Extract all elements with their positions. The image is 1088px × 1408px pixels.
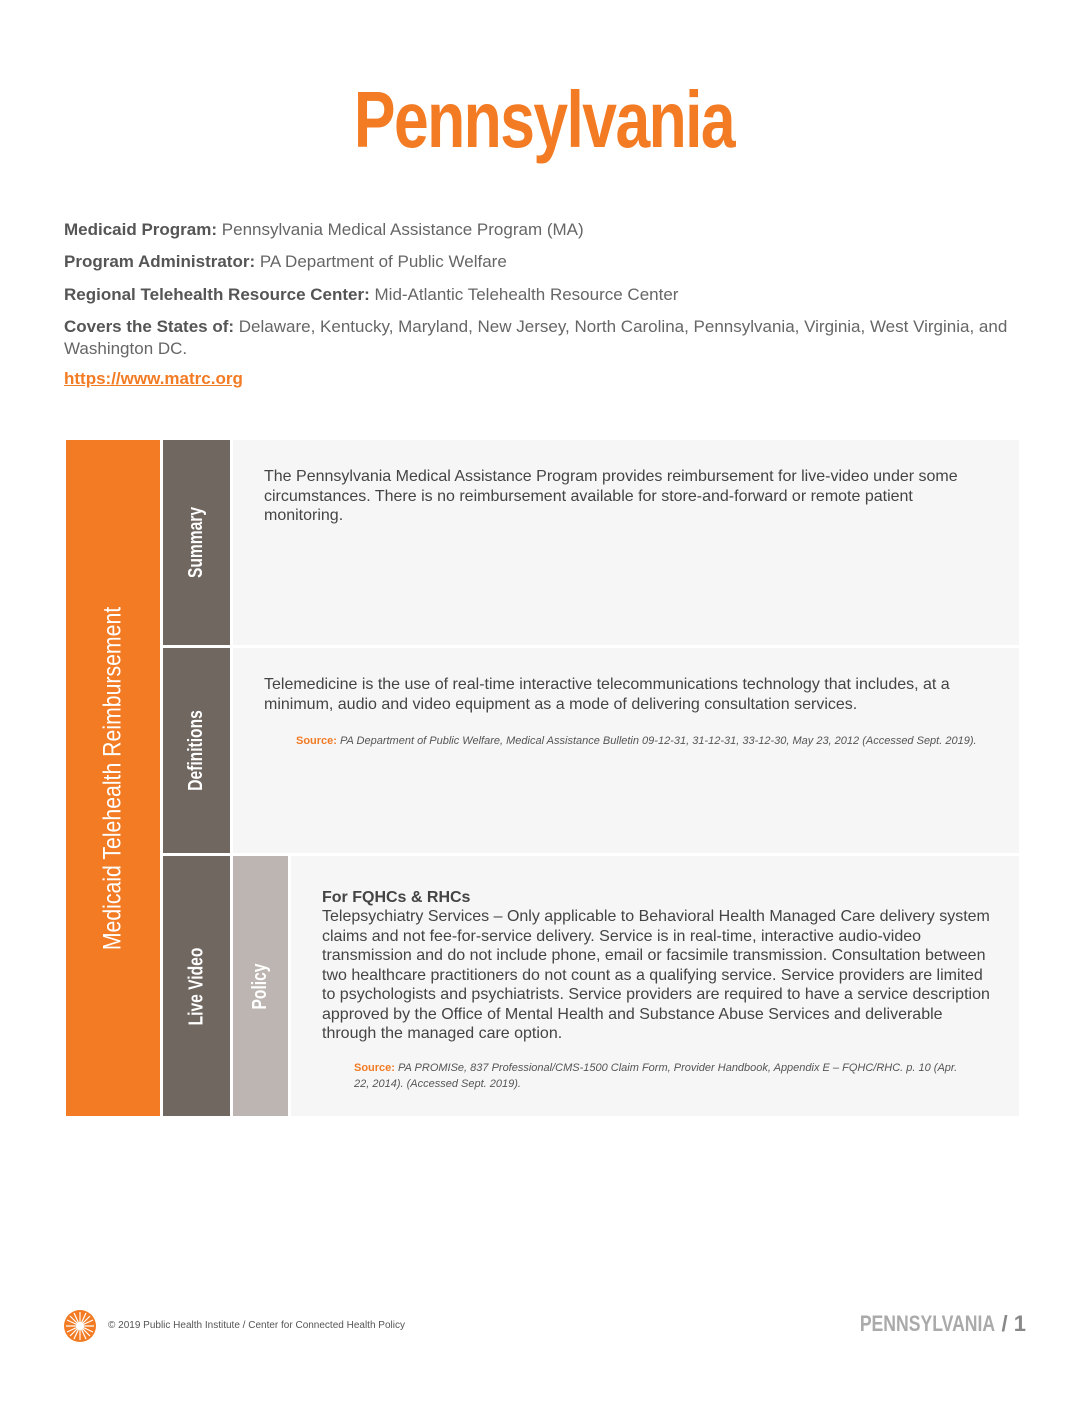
program-administrator-value: PA Department of Public Welfare	[259, 252, 507, 271]
page-number: / 1	[1001, 1311, 1026, 1336]
definitions-source-text: PA Department of Public Welfare, Medical Assistance Bulletin 09-12-31, 31-12-31, 33-12-30, May 23, 2012 (Accessed Sept. 2019).	[340, 735, 977, 747]
live-video-source-label: Source:	[354, 1062, 395, 1074]
definitions-band	[163, 648, 230, 853]
copyright-text: © 2019 Public Health Institute / Center for Connected Health Policy	[108, 1320, 405, 1331]
footer-state: PENNSYLVANIA	[860, 1311, 996, 1336]
live-video-text: Telepsychiatry Services – Only applicable to Behavioral Health Managed Care delivery system claims and not fee-for-service delivery. Service is in real-time, interactive audio-video transmission and do not include phone, email or facsimile transmission. Consultation between two healthcare practitioners do not count as a qualifying service. Service providers are limited to psychologists and psychiatrists. Service providers are required to have a service description approved by the Office of Mental Health and Substance Abuse Services and deliverable through the managed care option.	[322, 908, 990, 1042]
summary-label: Summary	[185, 506, 207, 579]
policy-label: Policy	[249, 963, 272, 1009]
live-video-label: Live Video	[185, 947, 208, 1025]
definitions-text: Telemedicine is the use of real-time interactive telecommunications technology that includes, at a minimum, audio and video equipment as a mode of delivering consultation services.	[264, 676, 950, 713]
page-footer-label	[826, 1311, 1026, 1337]
definitions-source-label: Source:	[296, 735, 337, 747]
medicaid-program-line	[64, 219, 1034, 241]
program-administrator-label: Program Administrator:	[64, 252, 256, 271]
medicaid-program-label: Medicaid Program:	[64, 220, 218, 239]
policy-band	[233, 856, 288, 1116]
program-administrator-line	[64, 251, 1034, 273]
medicaid-telehealth-band	[66, 440, 160, 1116]
cchp-logo-icon	[63, 1309, 97, 1343]
definitions-source	[296, 733, 986, 749]
covers-states-value: Delaware, Kentucky, Maryland, New Jersey, North Carolina, Pennsylvania, Virginia, West Virginia, and Washington DC.	[64, 317, 1008, 358]
resource-center-label: Regional Telehealth Resource Center:	[64, 285, 370, 304]
page-title: Pennsylvania	[353, 75, 735, 164]
definitions-label: Definitions	[185, 710, 207, 791]
resource-center-value: Mid-Atlantic Telehealth Resource Center	[374, 285, 679, 304]
covers-states-line	[64, 316, 1034, 360]
summary-band	[163, 440, 230, 645]
matrc-link[interactable]: https://www.matrc.org	[64, 369, 243, 388]
summary-text: The Pennsylvania Medical Assistance Program provides reimbursement for live-video under some circumstances. There is no reimbursement available for store-and-forward or remote patient monitoring.	[264, 468, 958, 524]
live-video-heading: For FQHCs & RHCs	[322, 889, 471, 906]
resource-center-line	[64, 284, 1034, 306]
live-video-source-text: PA PROMISe, 837 Professional/CMS-1500 Claim Form, Provider Handbook, Appendix E – FQHC/RHC. p. 10 (Apr. 22, 2014). (Accessed Sept. 2019).	[354, 1062, 958, 1090]
covers-states-label: Covers the States of:	[64, 317, 235, 336]
live-video-source	[354, 1060, 974, 1092]
medicaid-telehealth-label: Medicaid Telehealth Reimbursement	[98, 606, 127, 950]
medicaid-program-value: Pennsylvania Medical Assistance Program (MA)	[221, 220, 584, 239]
live-video-band	[163, 856, 230, 1116]
